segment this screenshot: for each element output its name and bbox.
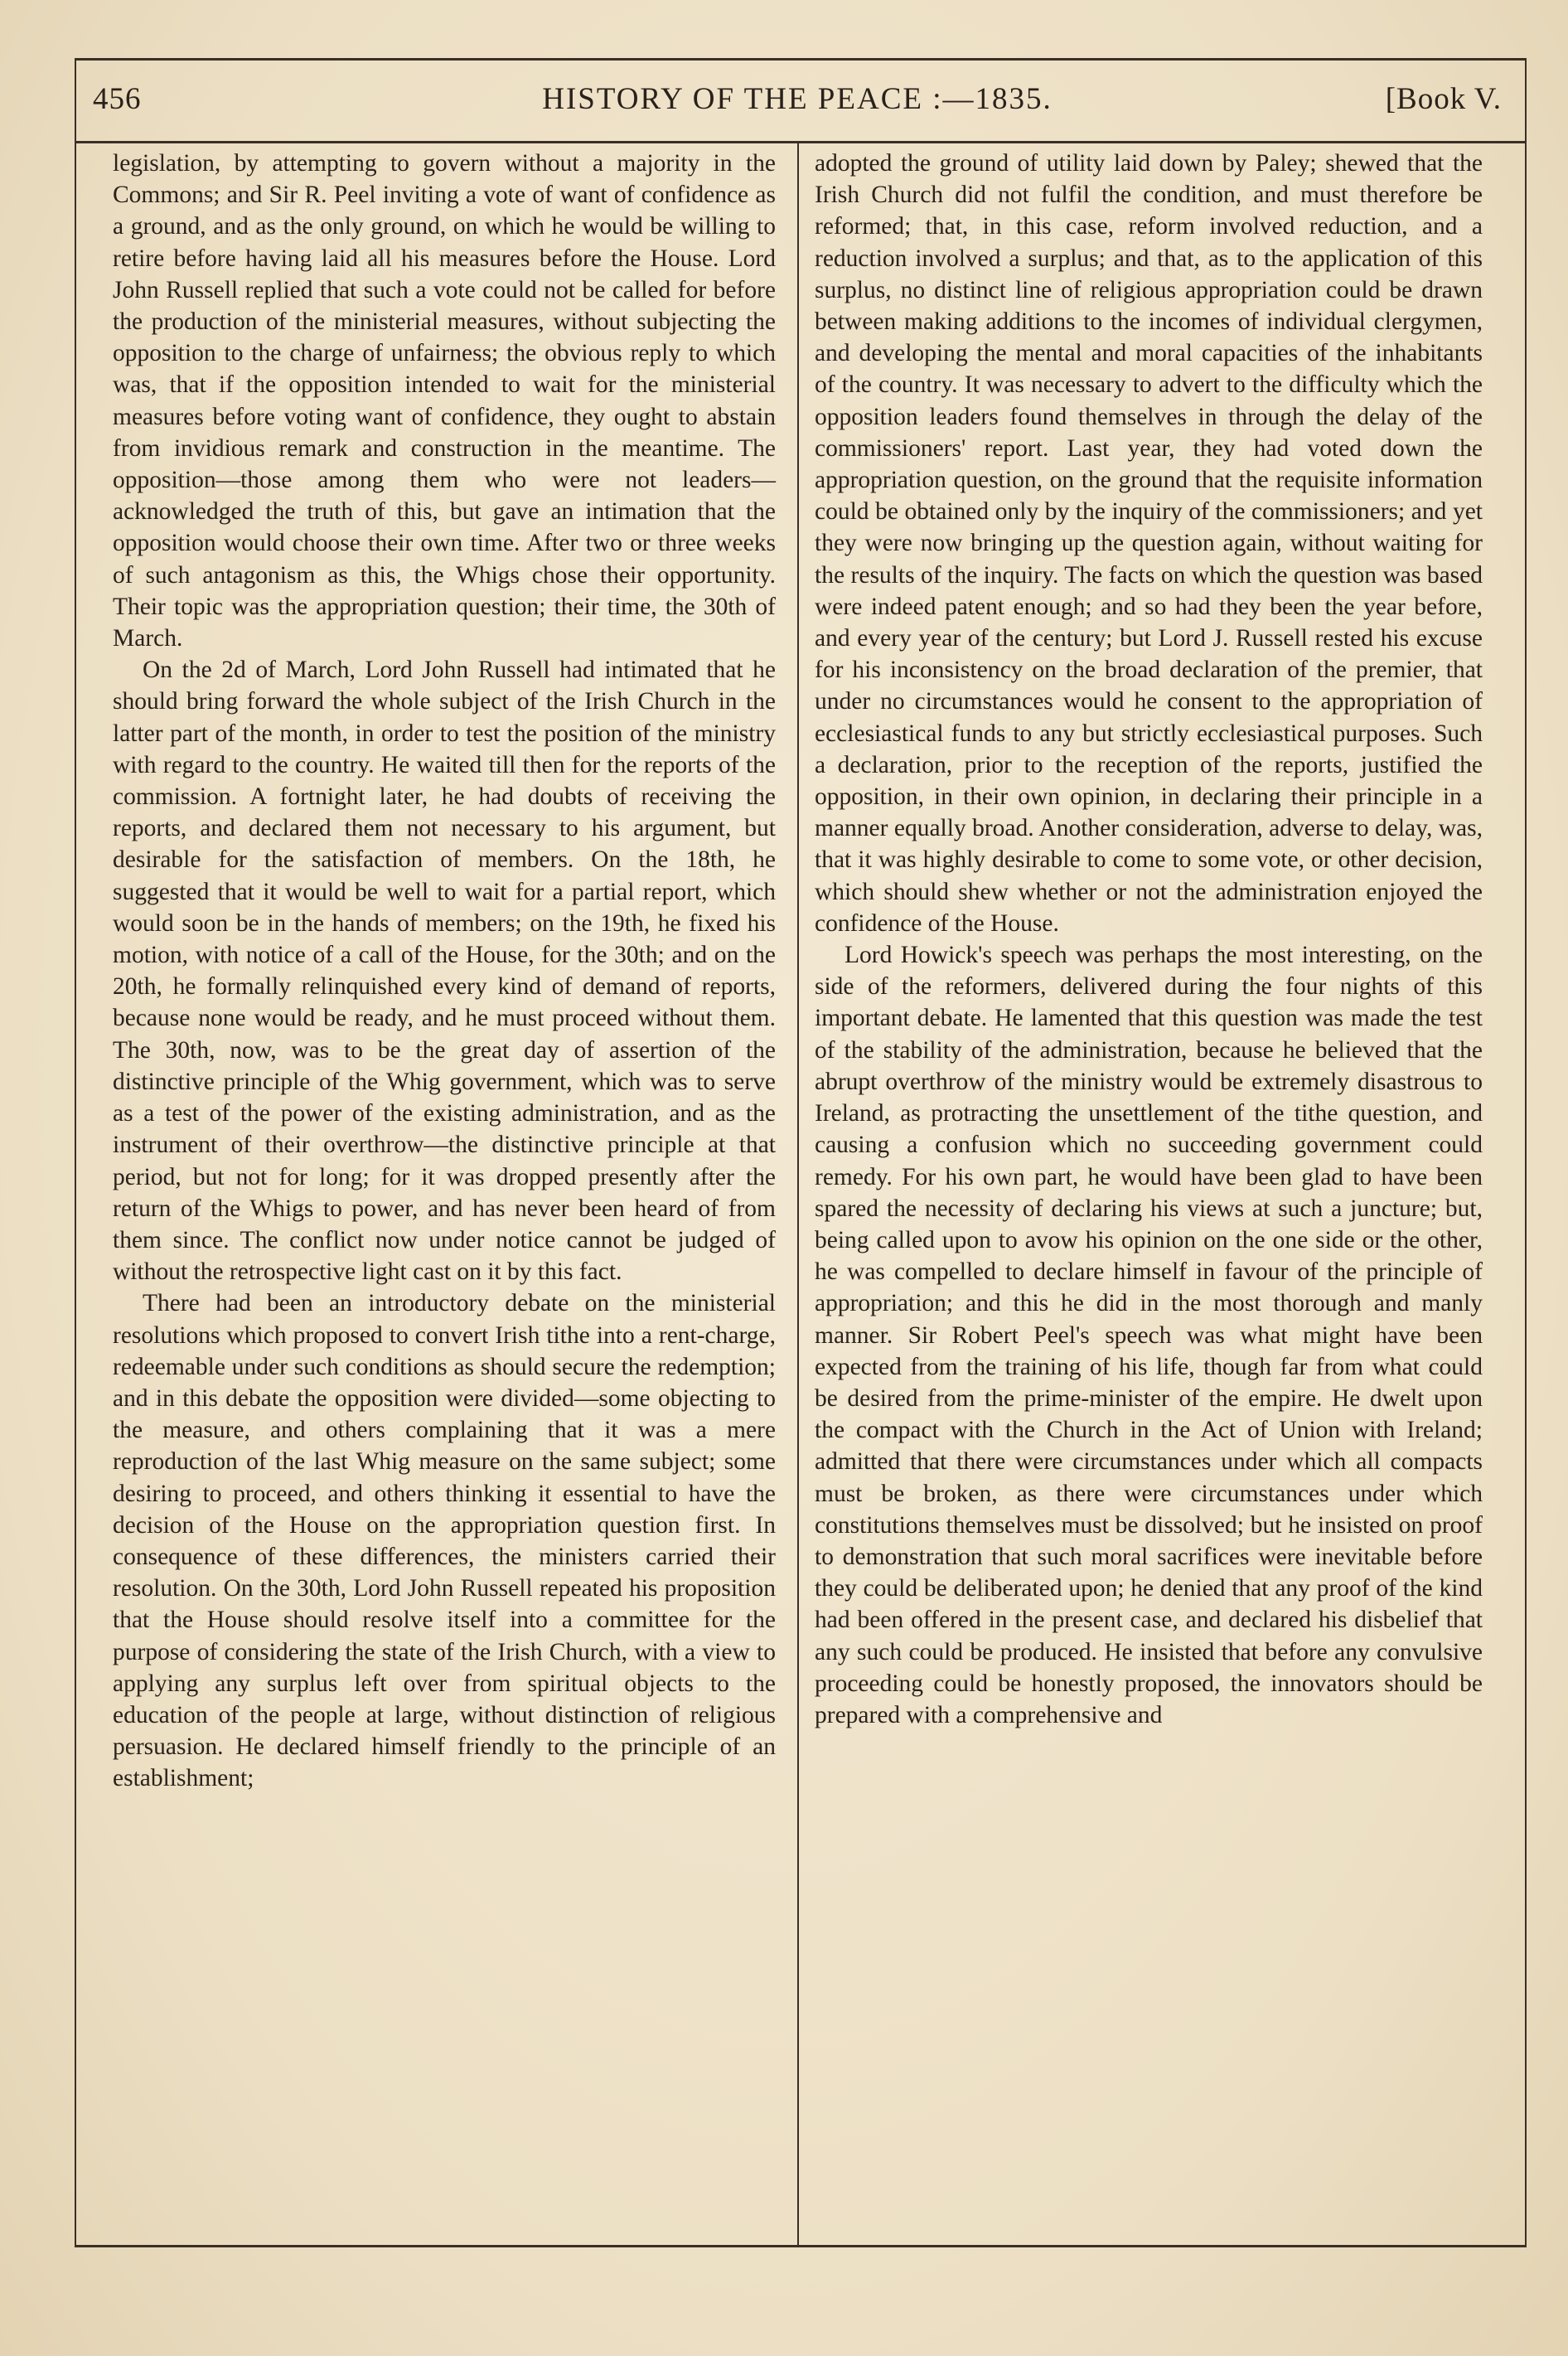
page-number: 456 bbox=[93, 82, 142, 116]
column-separator bbox=[797, 143, 799, 2245]
frame-left-rule bbox=[75, 58, 76, 2245]
paragraph: There had been an introductory debate on the ministerial resolutions which proposed to convert Irish tithe into a rent-charge, redeemable under such conditions as should secure the redemption; and in this debate the opposition were divided—some objecting to the measure, and others complaining that it was a mere reproduction of the last Whig measure on the same subject; some desiring to proceed, and others thinking it essential to have the decision of the House on the appropriation question first. In consequence of these differences, the ministers carried their resolution. On the 30th, Lord John Russell repeated his proposition that the House should resolve itself into a committee for the purpose of considering the state of the Irish Church, with a view to applying any surplus left over from spiritual objects to the education of the people at large, without distinction of religious persuasion. He declared himself friendly to the principle of an establishment; bbox=[113, 1290, 776, 1792]
header-rule bbox=[75, 141, 1527, 143]
right-column bbox=[815, 148, 1483, 1731]
paragraph: legislation, by attempting to govern without a majority in the Commons; and Sir R. Peel inviting a vote of want of confidence as a ground, and as the only ground, on which he would be willing to retire before having laid all his measures before the House. Lord John Russell replied that such a vote could not be called for before the production of the ministerial measures, without subjecting the opposition to the charge of unfairness; the obvious reply to which was, that if the opposition intended to wait for the ministerial measures before voting want of confidence, they ought to abstain from invidious remark and construction in the meantime. The opposition—those among them who were not leaders—acknowledged the truth of this, but gave an intimation that the opposition would choose their own time. After two or three weeks of such antagonism as this, the Whigs chose their opportunity. Their topic was the appropriation question; their time, the 30th of March. bbox=[113, 150, 776, 652]
paragraph: Lord Howick's speech was perhaps the most interesting, on the side of the reformers, delivered during the four nights of this important debate. He lamented that this question was made the test of the stability of the administration, because he believed that the abrupt overthrow of the ministry would be extremely disastrous to Ireland, as protracting the unsettlement of the tithe question, and causing a confusion which no succeeding government could remedy. For his own part, he would have been glad to have been spared the necessity of declaring his views at such a juncture; but, being called upon to avow his opinion on the one side or the other, he was compelled to declare himself in favour of the principle of appropriation; and this he did in the most thorough and manly manner. Sir Robert Peel's speech was what might have been expected from the training of his life, though far from what could be desired from the prime-minister of the empire. He dwelt upon the compact with the Church in the Act of Union with Ireland; admitted that there were circumstances under which all compacts must be broken, as there were circumstances under which constitutions themselves must be dissolved; but he insisted on proof to demonstration that such moral sacrifices were inevitable before they could be deliberated upon; he denied that any proof of the kind had been offered in the present case, and declared his disbelief that any such could be produced. He insisted that before any convulsive proceeding could be honestly proposed, the innovators should be prepared with a comprehensive and bbox=[815, 942, 1483, 1728]
book-label: [Book V. bbox=[1385, 82, 1502, 116]
top-rule bbox=[75, 58, 1527, 61]
paragraph: On the 2d of March, Lord John Russell had intimated that he should bring forward the whole subject of the Irish Church in the latter part of the month, in order to test the position of the ministry with regard to the country. He waited till then for the reports of the commission. A fortnight later, he had doubts of receiving the reports, and declared them not necessary to his argument, but desirable for the satisfaction of members. On the 18th, he suggested that it would be well to wait for a partial report, which would soon be in the hands of members; on the 19th, he fixed his motion, with notice of a call of the House, for the 30th; and on the 20th, he formally relinquished every kind of demand of reports, because none would be ready, and he must proceed without them. The 30th, now, was to be the great day of assertion of the distinctive principle of the Whig government, which was to serve as a test of the power of the existing administration, and as the instrument of their overthrow—the distinctive principle at that period, but not for long; for it was dropped presently after the return of the Whigs to power, and has never been heard of from them since. The conflict now under notice cannot be judged of without the retrospective light cast on it by this fact. bbox=[113, 657, 776, 1286]
running-header bbox=[93, 81, 1502, 131]
bottom-rule bbox=[75, 2245, 1527, 2247]
frame-right-rule bbox=[1525, 58, 1527, 2245]
paragraph: adopted the ground of utility laid down by Paley; shewed that the Irish Church did not fulfil the condition, and must therefore be reformed; that, in this case, reform involved reduction, and a reduction involved a surplus; and that, as to the application of this surplus, no distinct line of religious appropriation could be drawn between making additions to the incomes of individual clergymen, and developing the mental and moral capacities of the inhabitants of the country. It was necessary to advert to the difficulty which the opposition leaders found themselves in through the delay of the commissioners' report. Last year, they had voted down the appropriation question, on the ground that the requisite information could be obtained only by the inquiry of the commissioners; and yet they were now bringing up the question again, without waiting for the results of the inquiry. The facts on which the question was based were indeed patent enough; and so had they been the year before, and every year of the century; but Lord J. Russell rested his excuse for his inconsistency on the broad declaration of the premier, that under no circumstances would he consent to the appropriation of ecclesiastical funds to any but strictly ecclesiastical purposes. Such a declaration, prior to the reception of the reports, justified the opposition, in their own opinion, in declaring their principle in a manner equally broad. Another consideration, adverse to delay, was, that it was highly desirable to come to some vote, or other decision, which should shew whether or not the administration enjoyed the confidence of the House. bbox=[815, 150, 1483, 937]
left-column bbox=[113, 148, 776, 1795]
running-title: HISTORY OF THE PEACE :—1835. bbox=[542, 82, 1053, 116]
